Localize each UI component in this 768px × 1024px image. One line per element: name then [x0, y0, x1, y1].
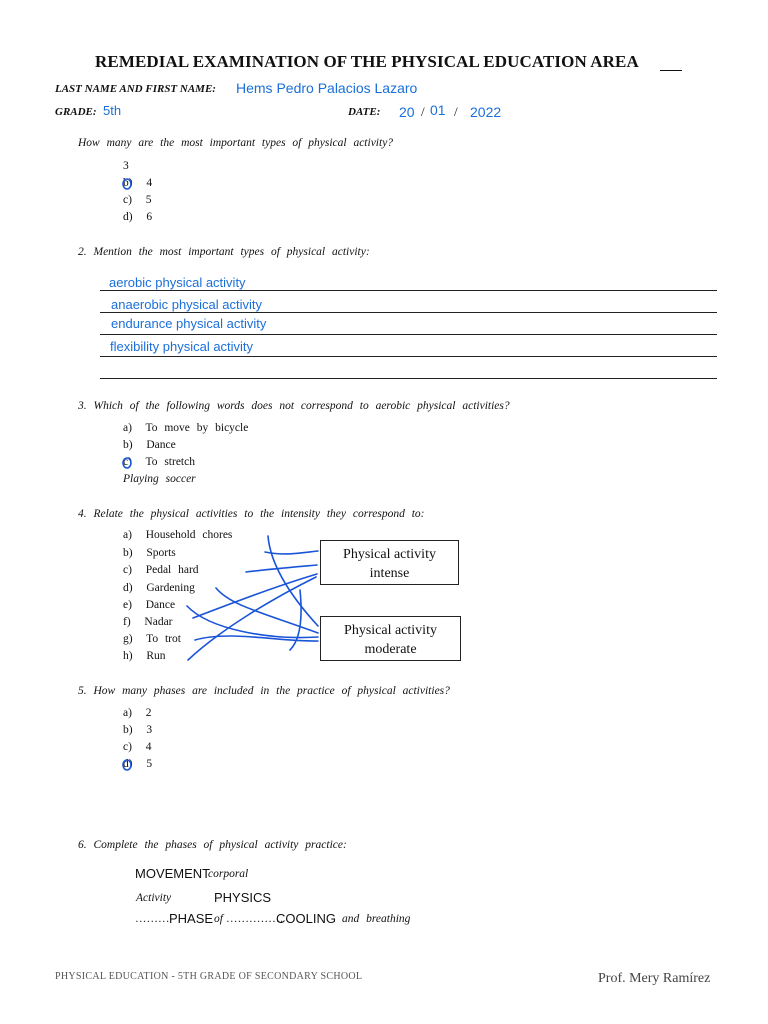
question-5: 5. How many phases are included in the practice of physical activities? [78, 685, 450, 697]
q6-row1-answer[interactable]: MOVEMENT [135, 866, 211, 881]
q5-option-a[interactable]: a) 2 [123, 707, 152, 719]
grade-value[interactable]: 5th [103, 103, 122, 118]
q4-option-d[interactable]: d) Gardening [123, 582, 195, 594]
q2-answer-4[interactable]: flexibility physical activity [110, 339, 254, 354]
q5-option-b[interactable]: b) 3 [123, 724, 153, 736]
q6-row2-answer[interactable]: PHYSICS [214, 890, 272, 905]
date-day[interactable]: 20 [399, 104, 415, 120]
date-separator: / [454, 104, 458, 119]
match-line-run [188, 577, 316, 660]
q2-answer-1[interactable]: aerobic physical activity [109, 275, 246, 290]
intense-box[interactable]: Physical activity intense [320, 540, 459, 585]
footer-teacher: Prof. Mery Ramírez [598, 971, 711, 986]
q2-answer-2[interactable]: anaerobic physical activity [111, 297, 263, 312]
name-label: LAST NAME AND FIRST NAME: [55, 83, 216, 95]
q4-option-c[interactable]: c) Pedal hard [123, 564, 199, 576]
q1-option-c[interactable]: c) 5 [123, 194, 152, 206]
q4-option-f[interactable]: f) Nadar [123, 616, 173, 628]
date-month[interactable]: 01 [430, 102, 446, 118]
match-line-sports [265, 551, 318, 554]
q5-option-d[interactable]: d) 5 [123, 758, 153, 770]
q4-option-h[interactable]: h) Run [123, 650, 166, 662]
exam-title: REMEDIAL EXAMINATION OF THE PHYSICAL EDUCATION AREA [95, 52, 639, 71]
q3-option-c-mark [123, 458, 131, 468]
match-line-pedal [246, 565, 317, 572]
footer-course: PHYSICAL EDUCATION - 5TH GRADE OF SECONDARY SCHOOL [55, 971, 363, 982]
q5-option-c[interactable]: c) 4 [123, 741, 152, 753]
date-year[interactable]: 2022 [470, 104, 502, 120]
q6-row3-dots: ……… [135, 913, 170, 925]
q6-row3-text-1: of [214, 913, 223, 925]
question-3: 3. Which of the following words does not correspond to aerobic physical activities? [78, 400, 510, 412]
q3-option-c[interactable]: c) To stretch [123, 456, 195, 468]
date-label: DATE: [348, 106, 381, 118]
q2-answer-3[interactable]: endurance physical activity [111, 316, 267, 331]
q4-option-a[interactable]: a) Household chores [123, 529, 233, 541]
q1-option-d[interactable]: d) 6 [123, 211, 153, 223]
q3-option-b[interactable]: b) Dance [123, 439, 176, 451]
question-6: 6. Complete the phases of physical activity practice: [78, 839, 347, 851]
name-value[interactable]: Hems Pedro Palacios Lazaro [236, 80, 418, 96]
question-2: 2. Mention the most important types of physical activity: [78, 246, 370, 258]
q6-row3-dots: …………… [226, 913, 284, 925]
q6-row3-answer-2[interactable]: COOLING [276, 911, 336, 926]
question-4: 4. Relate the physical activities to the intensity they correspond to: [78, 508, 425, 520]
q3-extra-answer: Playing soccer [123, 473, 196, 485]
q5-option-d-mark [123, 760, 131, 770]
q4-option-g[interactable]: g) To trot [123, 633, 181, 645]
q6-row3-text-2: and breathing [342, 913, 411, 925]
q6-row3-answer-1[interactable]: PHASE [169, 911, 214, 926]
question-1: How many are the most important types of physical activity? [78, 137, 394, 149]
q4-option-e[interactable]: e) Dance [123, 599, 176, 611]
moderate-box[interactable]: Physical activity moderate [320, 616, 461, 661]
date-separator: / [421, 104, 425, 119]
q6-row2-text: Activity [136, 892, 172, 904]
q1-option-b[interactable]: b) 4 [123, 177, 153, 189]
q3-option-a[interactable]: a) To move by bicycle [123, 422, 249, 434]
q6-row1-text: corporal [208, 868, 249, 880]
q1-written-answer: 3 [123, 160, 129, 172]
q1-option-b-mark [123, 179, 131, 189]
grade-label: GRADE: [55, 106, 97, 118]
q4-option-b[interactable]: b) Sports [123, 547, 176, 559]
